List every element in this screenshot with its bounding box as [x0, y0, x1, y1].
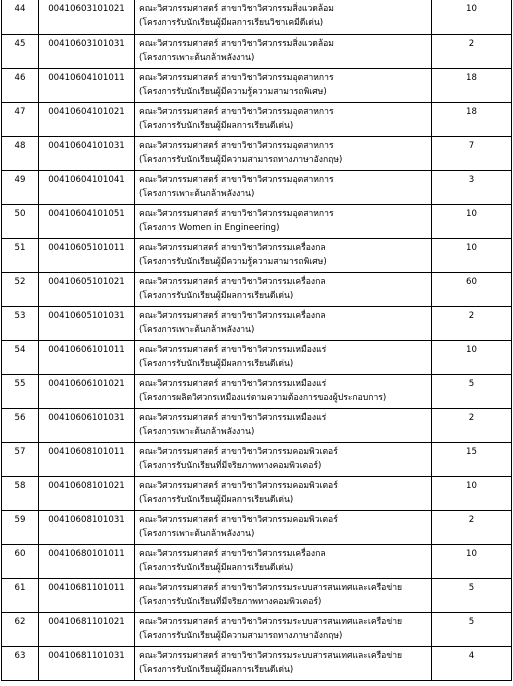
- table-row: [2, 238, 512, 272]
- table-row: [2, 34, 512, 68]
- table-row: [2, 612, 512, 646]
- quota-count: 10: [432, 340, 512, 374]
- faculty-major: คณะวิศวกรรมศาสตร์ สาขาวิชาวิศวกรรมเหมืองแร่: [139, 378, 327, 389]
- table-row: [2, 68, 512, 102]
- row-number: 61: [2, 578, 39, 612]
- row-number: 49: [2, 170, 39, 204]
- program-code: 00410606101021: [39, 374, 135, 408]
- row-number: 51: [2, 238, 39, 272]
- row-number: 53: [2, 306, 39, 340]
- program-cell: [135, 68, 432, 102]
- project-name: (โครงการรับนักเรียนผู้มีความรู้ความสามารถพิเศษ): [139, 256, 327, 267]
- faculty-major: คณะวิศวกรรมศาสตร์ สาขาวิชาวิศวกรรมอุตสาหการ: [139, 208, 334, 219]
- table-row: [2, 136, 512, 170]
- faculty-major: คณะวิศวกรรมศาสตร์ สาขาวิชาวิศวกรรมเหมืองแร่: [139, 412, 327, 423]
- quota-count: 10: [432, 544, 512, 578]
- row-number: 63: [2, 646, 39, 680]
- row-number: 55: [2, 374, 39, 408]
- project-name: (โครงการเพาะต้นกล้าพลังงาน): [139, 52, 255, 63]
- program-cell: [135, 170, 432, 204]
- program-cell: [135, 102, 432, 136]
- program-code: 00410606101031: [39, 408, 135, 442]
- project-name: (โครงการรับนักเรียนผู้มีผลการเรียนดีเด่น): [139, 494, 294, 505]
- faculty-major: คณะวิศวกรรมศาสตร์ สาขาวิชาวิศวกรรมคอมพิวเตอร์: [139, 480, 338, 491]
- project-name: (โครงการรับนักเรียนที่มีจริยภาพทางคอมพิวเตอร์): [139, 460, 322, 471]
- faculty-major: คณะวิศวกรรมศาสตร์ สาขาวิชาวิศวกรรมเครื่องกล: [139, 548, 326, 559]
- table-row: [2, 272, 512, 306]
- table-row: [2, 204, 512, 238]
- project-name: (โครงการรับนักเรียนผู้มีผลการเรียนดีเด่น): [139, 290, 294, 301]
- table-row: [2, 510, 512, 544]
- table-row: [2, 476, 512, 510]
- project-name: (โครงการรับนักเรียนผู้มีผลการเรียนวิชาเคมีดีเด่น): [139, 18, 324, 28]
- row-number: 50: [2, 204, 39, 238]
- program-code: 00410608101031: [39, 510, 135, 544]
- program-code: 00410606101011: [39, 340, 135, 374]
- table-row: [2, 306, 512, 340]
- row-number: 52: [2, 272, 39, 306]
- table-row: [2, 544, 512, 578]
- program-code: 00410603101031: [39, 34, 135, 68]
- program-cell: [135, 578, 432, 612]
- row-number: 60: [2, 544, 39, 578]
- program-cell: [135, 340, 432, 374]
- program-code: 00410604101051: [39, 204, 135, 238]
- quota-count: 18: [432, 102, 512, 136]
- program-cell: [135, 0, 432, 34]
- program-cell: [135, 34, 432, 68]
- quota-count: 10: [432, 238, 512, 272]
- table-row: [2, 646, 512, 680]
- program-code: 00410608101011: [39, 442, 135, 476]
- table-row: [2, 374, 512, 408]
- table-row: [2, 442, 512, 476]
- program-code: 00410608101021: [39, 476, 135, 510]
- faculty-major: คณะวิศวกรรมศาสตร์ สาขาวิชาวิศวกรรมเหมืองแร่: [139, 344, 327, 355]
- project-name: (โครงการเพาะต้นกล้าพลังงาน): [139, 324, 255, 335]
- row-number: 54: [2, 340, 39, 374]
- program-code: 00410604101021: [39, 102, 135, 136]
- project-name: (โครงการรับนักเรียนผู้มีความสามารถทางภาษาอังกฤษ): [139, 630, 343, 641]
- program-cell: [135, 374, 432, 408]
- project-name: (โครงการเพาะต้นกล้าพลังงาน): [139, 188, 255, 199]
- quota-count: 15: [432, 442, 512, 476]
- table-row: [2, 340, 512, 374]
- quota-table: [1, 0, 512, 681]
- program-cell: [135, 408, 432, 442]
- program-code: 00410604101031: [39, 136, 135, 170]
- project-name: (โครงการรับนักเรียนผู้มีผลการเรียนดีเด่น): [139, 358, 294, 369]
- row-number: 45: [2, 34, 39, 68]
- quota-count: 2: [432, 408, 512, 442]
- quota-count: 2: [432, 34, 512, 68]
- quota-count: 10: [432, 0, 512, 34]
- program-cell: [135, 306, 432, 340]
- table-row: [2, 170, 512, 204]
- faculty-major: คณะวิศวกรรมศาสตร์ สาขาวิชาวิศวกรรมอุตสาหการ: [139, 72, 334, 83]
- project-name: (โครงการรับนักเรียนผู้มีผลการเรียนดีเด่น): [139, 562, 294, 573]
- row-number: 58: [2, 476, 39, 510]
- quota-count: 5: [432, 578, 512, 612]
- table-row: [2, 102, 512, 136]
- program-cell: [135, 612, 432, 646]
- quota-count: 2: [432, 510, 512, 544]
- project-name: (โครงการเพาะต้นกล้าพลังงาน): [139, 528, 255, 539]
- program-code: 00410681101011: [39, 578, 135, 612]
- project-name: (โครงการเพาะต้นกล้าพลังงาน): [139, 426, 255, 437]
- program-code: 00410681101021: [39, 612, 135, 646]
- faculty-major: คณะวิศวกรรมศาสตร์ สาขาวิชาวิศวกรรมคอมพิวเตอร์: [139, 514, 338, 525]
- faculty-major: คณะวิศวกรรมศาสตร์ สาขาวิชาวิศวกรรมอุตสาหการ: [139, 140, 334, 151]
- table-row: [2, 408, 512, 442]
- project-name: (โครงการรับนักเรียนผู้มีผลการเรียนดีเด่น): [139, 120, 294, 131]
- program-code: 00410603101021: [39, 0, 135, 34]
- quota-count: 10: [432, 204, 512, 238]
- faculty-major: คณะวิศวกรรมศาสตร์ สาขาวิชาวิศวกรรมคอมพิวเตอร์: [139, 446, 338, 457]
- quota-count: 5: [432, 374, 512, 408]
- quota-count: 3: [432, 170, 512, 204]
- quota-count: 60: [432, 272, 512, 306]
- row-number: 47: [2, 102, 39, 136]
- table-row: [2, 578, 512, 612]
- faculty-major: คณะวิศวกรรมศาสตร์ สาขาวิชาวิศวกรรมเครื่องกล: [139, 242, 326, 253]
- row-number: 56: [2, 408, 39, 442]
- row-number: 62: [2, 612, 39, 646]
- program-cell: [135, 238, 432, 272]
- faculty-major: คณะวิศวกรรมศาสตร์ สาขาวิชาวิศวกรรมระบบสารสนเทศและเครือข่าย: [139, 582, 403, 593]
- program-code: 00410605101031: [39, 306, 135, 340]
- row-number: 59: [2, 510, 39, 544]
- row-number: 48: [2, 136, 39, 170]
- faculty-major: คณะวิศวกรรมศาสตร์ สาขาวิชาวิศวกรรมระบบสารสนเทศและเครือข่าย: [139, 616, 403, 627]
- row-number: 46: [2, 68, 39, 102]
- program-cell: [135, 442, 432, 476]
- table-row: [2, 0, 512, 34]
- quota-count: 18: [432, 68, 512, 102]
- program-cell: [135, 272, 432, 306]
- faculty-major: คณะวิศวกรรมศาสตร์ สาขาวิชาวิศวกรรมเครื่องกล: [139, 310, 326, 321]
- program-code: 00410680101011: [39, 544, 135, 578]
- quota-count: 2: [432, 306, 512, 340]
- program-cell: [135, 136, 432, 170]
- program-cell: [135, 544, 432, 578]
- program-cell: [135, 476, 432, 510]
- project-name: (โครงการ Women in Engineering): [139, 222, 280, 233]
- quota-count: 10: [432, 476, 512, 510]
- faculty-major: คณะวิศวกรรมศาสตร์ สาขาวิชาวิศวกรรมสิ่งแวดล้อม: [139, 4, 334, 14]
- faculty-major: คณะวิศวกรรมศาสตร์ สาขาวิชาวิศวกรรมอุตสาหการ: [139, 174, 334, 185]
- project-name: (โครงการรับนักเรียนผู้มีผลการเรียนดีเด่น): [139, 664, 294, 675]
- row-number: 44: [2, 0, 39, 34]
- quota-count: 7: [432, 136, 512, 170]
- quota-count: 4: [432, 646, 512, 680]
- program-cell: [135, 646, 432, 680]
- project-name: (โครงการรับนักเรียนที่มีจริยภาพทางคอมพิวเตอร์): [139, 596, 322, 607]
- row-number: 57: [2, 442, 39, 476]
- program-code: 00410605101011: [39, 238, 135, 272]
- program-cell: [135, 510, 432, 544]
- quota-table-body: [2, 0, 512, 680]
- project-name: (โครงการรับนักเรียนผู้มีความสามารถทางภาษาอังกฤษ): [139, 154, 343, 165]
- project-name: (โครงการรับนักเรียนผู้มีความรู้ความสามารถพิเศษ): [139, 86, 327, 97]
- program-cell: [135, 204, 432, 238]
- program-code: 00410604101011: [39, 68, 135, 102]
- faculty-major: คณะวิศวกรรมศาสตร์ สาขาวิชาวิศวกรรมเครื่องกล: [139, 276, 326, 287]
- program-code: 00410605101021: [39, 272, 135, 306]
- project-name: (โครงการผลิตวิศวกรเหมืองแร่ตามความต้องการของผู้ประกอบการ): [139, 392, 387, 403]
- program-code: 00410681101031: [39, 646, 135, 680]
- faculty-major: คณะวิศวกรรมศาสตร์ สาขาวิชาวิศวกรรมระบบสารสนเทศและเครือข่าย: [139, 650, 403, 661]
- program-code: 00410604101041: [39, 170, 135, 204]
- faculty-major: คณะวิศวกรรมศาสตร์ สาขาวิชาวิศวกรรมอุตสาหการ: [139, 106, 334, 117]
- quota-count: 5: [432, 612, 512, 646]
- faculty-major: คณะวิศวกรรมศาสตร์ สาขาวิชาวิศวกรรมสิ่งแวดล้อม: [139, 38, 334, 49]
